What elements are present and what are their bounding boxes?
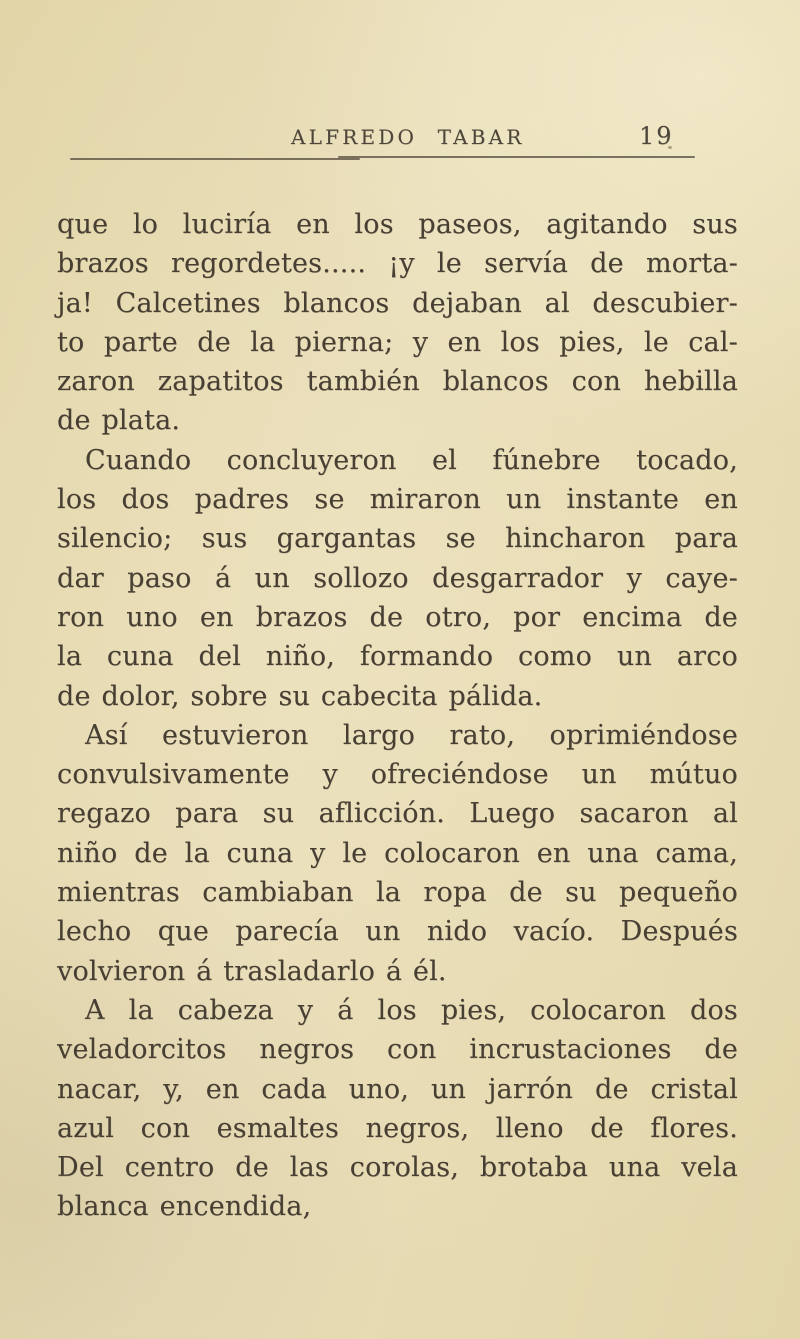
text-line: veladorcitos negros con incrustaciones de	[57, 1034, 738, 1066]
text-line: zaron zapatitos también blancos con hebilla	[57, 366, 738, 398]
paragraph	[57, 991, 738, 1227]
running-header-author: ALFREDO TABAR	[291, 125, 525, 149]
text-block	[57, 205, 738, 1227]
text-line: Así estuvieron largo rato, oprimiéndose	[85, 719, 738, 751]
text-line: brazos regordetes..... ¡y le servía de morta-	[57, 248, 738, 280]
text-line: Cuando concluyeron el fúnebre tocado,	[85, 444, 738, 476]
text-line: ron uno en brazos de otro, por encima de	[57, 601, 738, 633]
paragraph	[57, 716, 738, 991]
text-line: de dolor, sobre su cabecita pálida.	[57, 680, 543, 712]
text-line: dar paso á un sollozo desgarrador y caye-	[57, 562, 738, 594]
text-line: nacar, y, en cada uno, un jarrón de cristal	[57, 1073, 738, 1105]
header-rule-right	[338, 156, 695, 158]
text-line: azul con esmaltes negros, lleno de flores.	[57, 1112, 738, 1144]
text-line: los dos padres se miraron un instante en	[57, 484, 738, 516]
text-line: niño de la cuna y le colocaron en una cama,	[57, 837, 738, 869]
text-line: de plata.	[57, 405, 181, 437]
text-line: A la cabeza y á los pies, colocaron dos	[85, 994, 738, 1026]
page-number: 19	[639, 122, 674, 150]
text-line: ja! Calcetines blancos dejaban al descubier-	[57, 287, 738, 319]
text-line: Del centro de las corolas, brotaba una vela	[57, 1152, 738, 1184]
text-line: convulsivamente y ofreciéndose un mútuo	[57, 759, 738, 791]
text-line: la cuna del niño, formando como un arco	[57, 641, 738, 673]
text-line: mientras cambiaban la ropa de su pequeño	[57, 877, 738, 909]
text-line: to parte de la pierna; y en los pies, le cal-	[57, 326, 738, 358]
paragraph	[57, 441, 738, 716]
text-line: volvieron á trasladarlo á él.	[57, 955, 447, 987]
text-line: blanca encendida,	[57, 1191, 312, 1223]
ink-speck	[668, 146, 672, 149]
paragraph	[57, 205, 738, 441]
text-line: silencio; sus gargantas se hincharon para	[57, 523, 738, 555]
header-rule-left	[70, 158, 360, 160]
text-line: regazo para su aflicción. Luego sacaron al	[57, 798, 738, 830]
text-line: que lo luciría en los paseos, agitando sus	[57, 209, 738, 240]
text-line: lecho que parecía un nido vacío. Después	[57, 916, 738, 948]
